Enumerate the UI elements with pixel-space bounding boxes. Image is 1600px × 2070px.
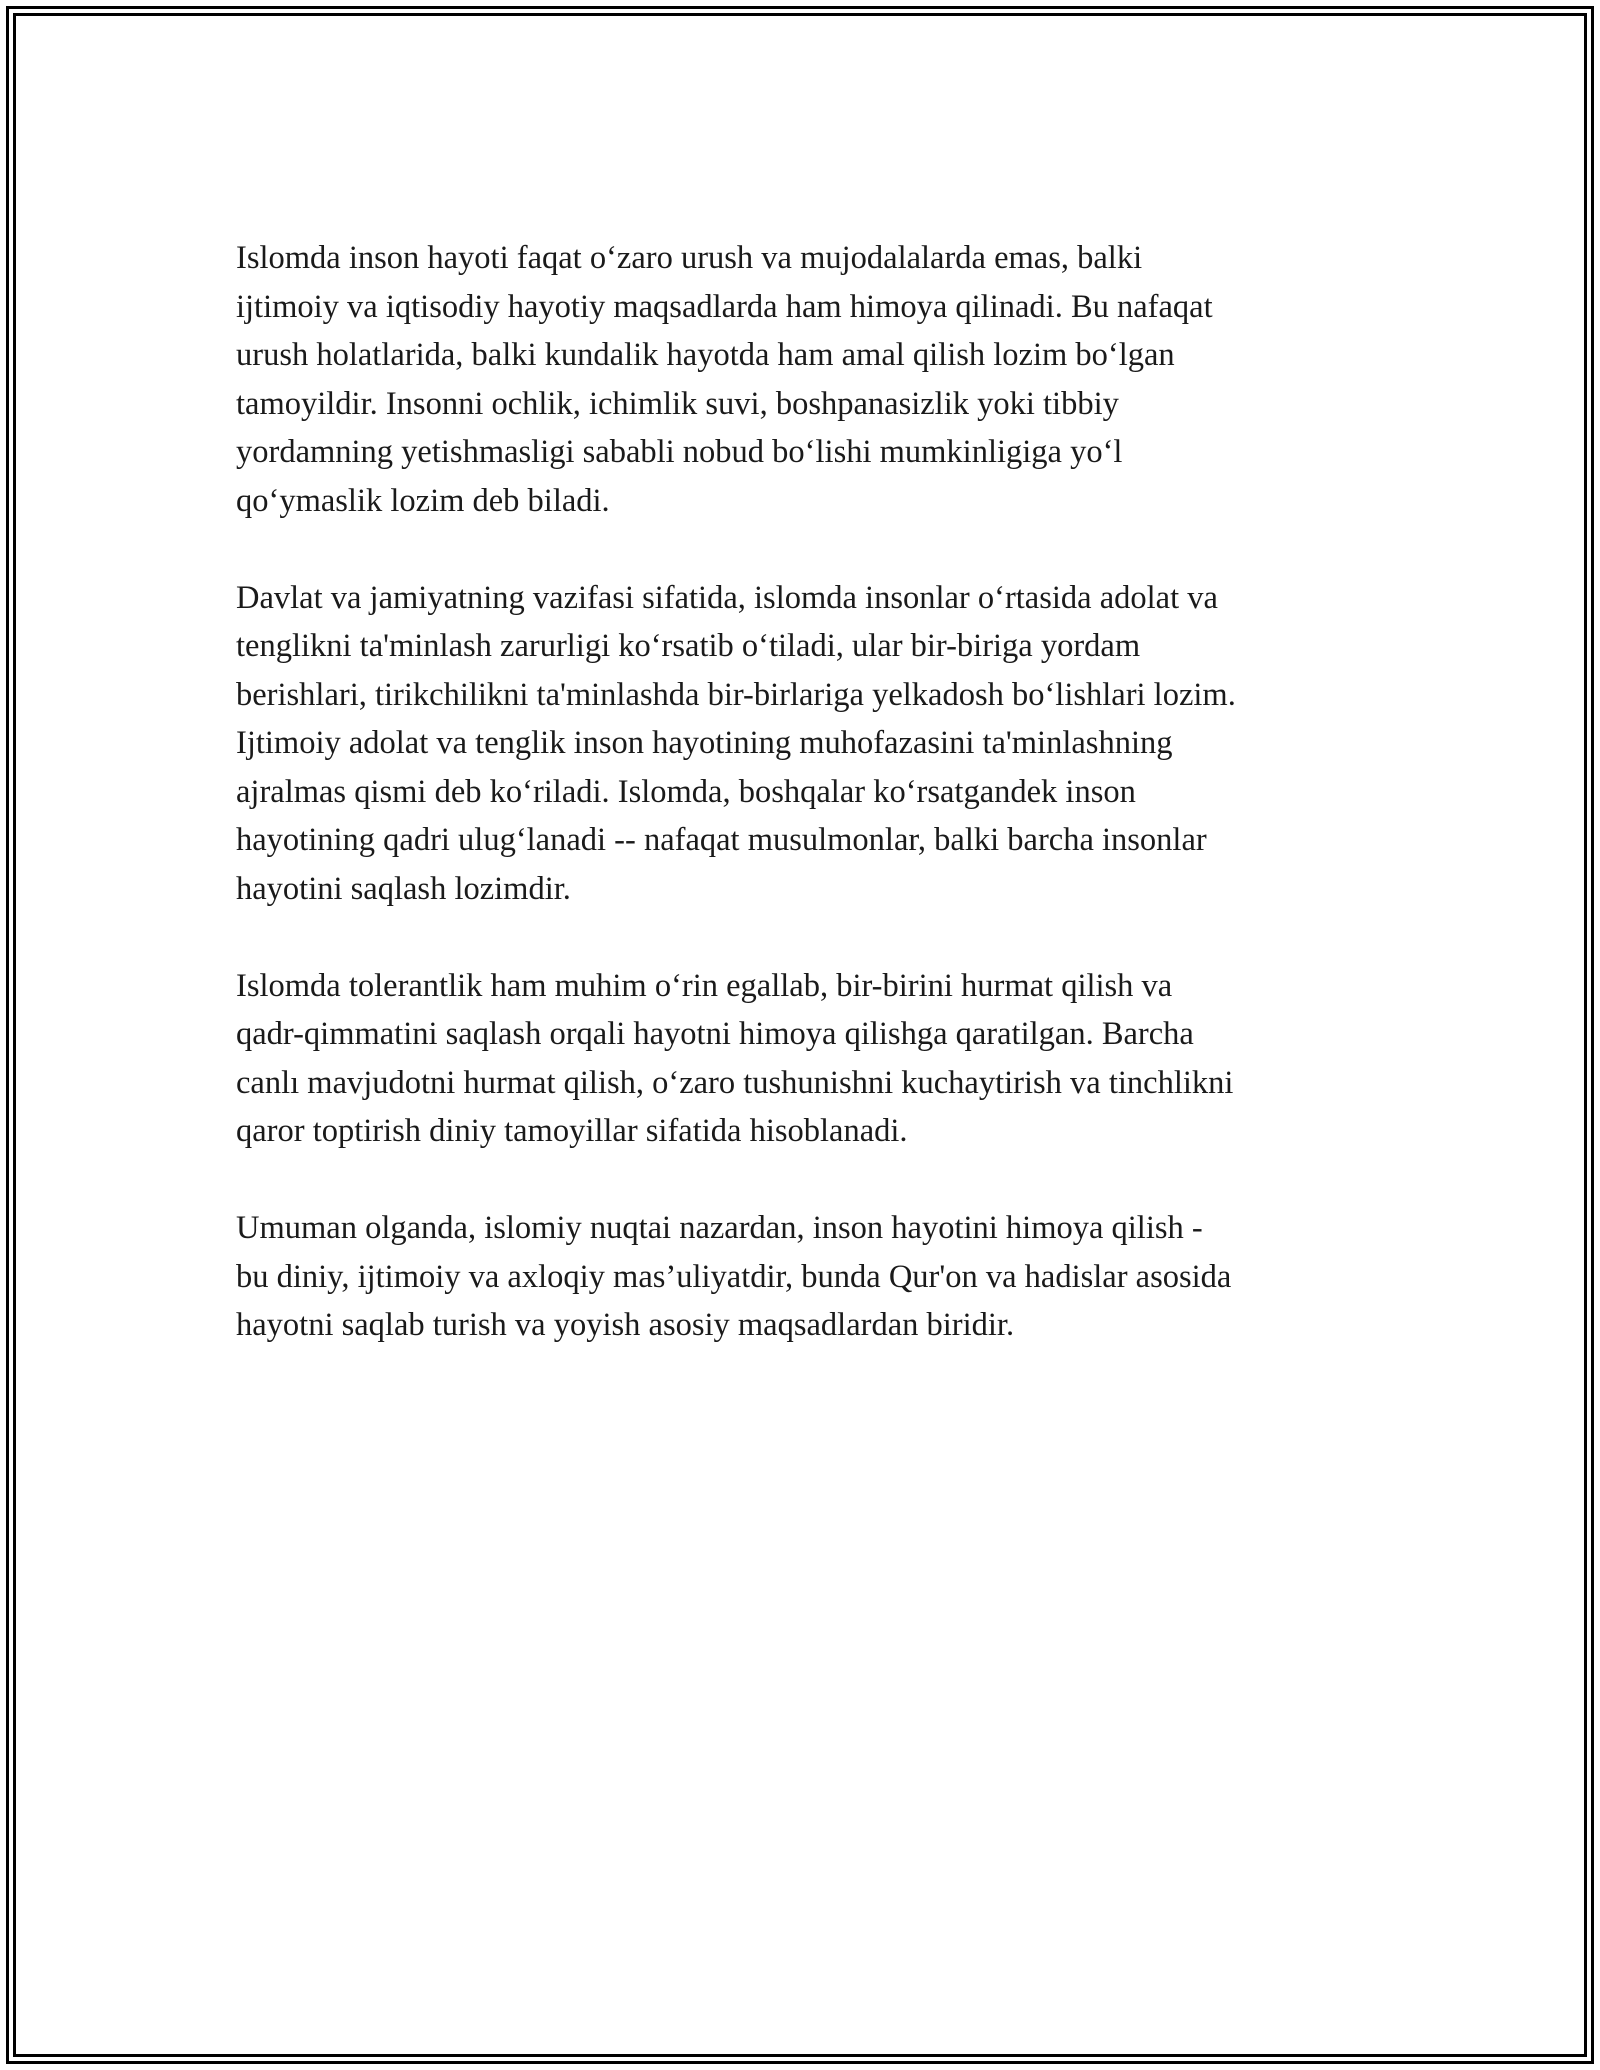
- paragraph-1: [236, 234, 1376, 525]
- text-line: ajralmas qismi deb ko‘riladi. Islomda, boshqalar ko‘rsatgandek inson: [236, 773, 1136, 810]
- text-line: bu diniy, ijtimoiy va axloqiy mas’uliyatdir, bunda Qur'on va hadislar asosida: [236, 1258, 1232, 1295]
- text-line: berishlari, tirikchilikni ta'minlashda bir-birlariga yelkadosh bo‘lishlari lozim.: [236, 676, 1236, 713]
- text-line: hayotini saqlash lozimdir.: [236, 870, 571, 907]
- text-line: qo‘ymaslik lozim deb biladi.: [236, 482, 610, 519]
- text-line: hayotining qadri ulug‘lanadi -- nafaqat musulmonlar, balki barcha insonlar: [236, 822, 1207, 858]
- paragraph-4: [236, 1204, 1376, 1350]
- text-line: canlı mavjudotni hurmat qilish, o‘zaro tushunishni kuchaytirish va tinchlikni: [236, 1064, 1234, 1101]
- document-body: [236, 234, 1376, 1398]
- text-line: yordamning yetishmasligi sababli nobud bo‘lishi mumkinligiga yo‘l: [236, 434, 1123, 470]
- text-line: qaror toptirish diniy tamoyillar sifatida hisoblanadi.: [236, 1113, 908, 1149]
- paragraph-3: [236, 962, 1376, 1156]
- text-line: urush holatlarida, balki kundalik hayotda ham amal qilish lozim bo‘lgan: [236, 337, 1175, 373]
- text-line: qadr-qimmatini saqlash orqali hayotni himoya qilishga qaratilgan. Barcha: [236, 1016, 1194, 1052]
- text-line: tamoyildir. Insonni ochlik, ichimlik suvi, boshpanasizlik yoki tibbiy: [236, 385, 1119, 422]
- text-line: Umuman olganda, islomiy nuqtai nazardan, inson hayotini himoya qilish -: [236, 1210, 1203, 1246]
- text-line: hayotni saqlab turish va yoyish asosiy maqsadlardan biridir.: [236, 1307, 1015, 1343]
- text-line: ijtimoiy va iqtisodiy hayotiy maqsadlarda ham himoya qilinadi. Bu nafaqat: [236, 288, 1213, 325]
- text-line: Ijtimoiy adolat va tenglik inson hayotining muhofazasini ta'minlashning: [236, 725, 1173, 761]
- text-line: Islomda inson hayoti faqat o‘zaro urush va mujodalalarda emas, balki: [236, 240, 1143, 276]
- text-line: tenglikni ta'minlash zarurligi ko‘rsatib o‘tiladi, ular bir-biriga yordam: [236, 628, 1141, 664]
- paragraph-2: [236, 574, 1376, 914]
- text-line: Davlat va jamiyatning vazifasi sifatida, islomda insonlar o‘rtasida adolat va: [236, 579, 1218, 616]
- text-line: Islomda tolerantlik ham muhim o‘rin egallab, bir-birini hurmat qilish va: [236, 967, 1173, 1004]
